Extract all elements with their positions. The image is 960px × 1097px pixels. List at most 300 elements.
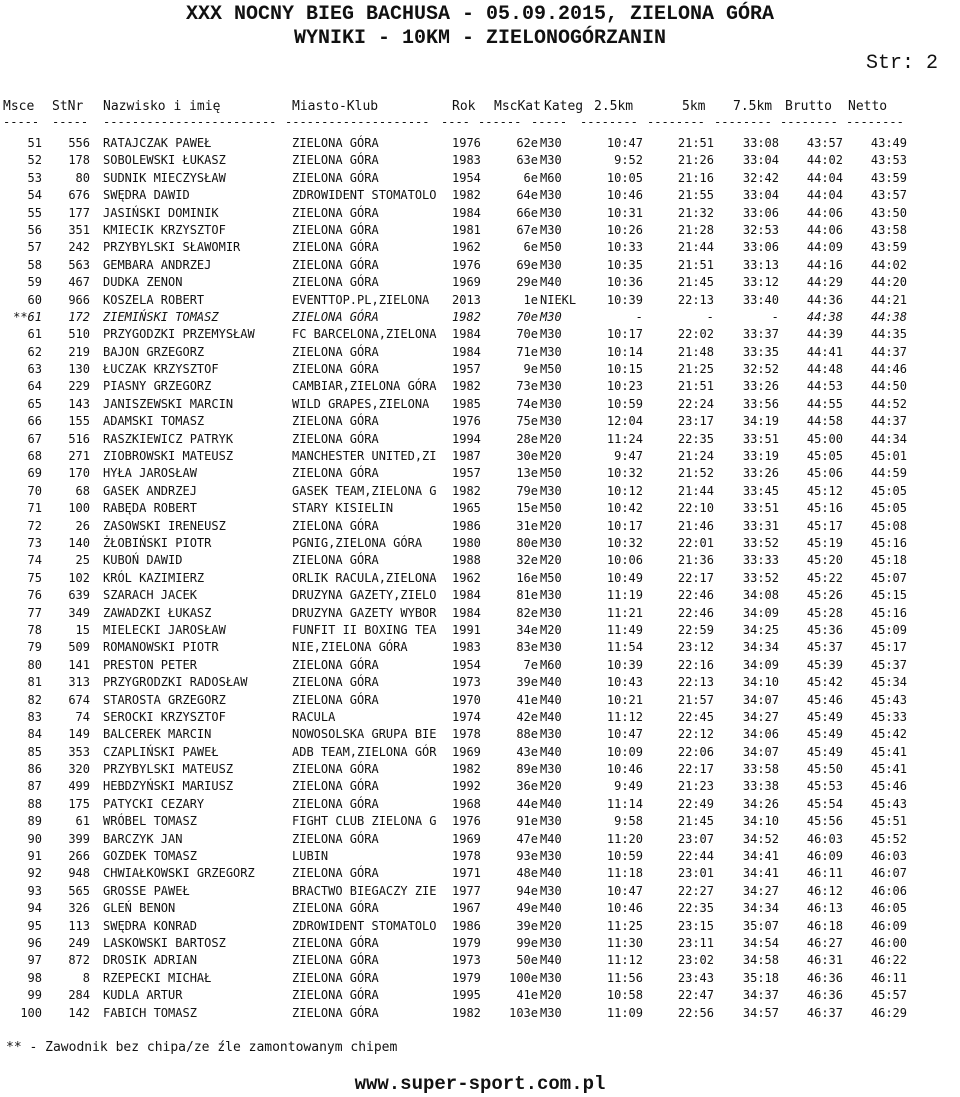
cell-split-7-5: 33:08 <box>742 136 779 150</box>
cell-name: PRZYBYLSKI MATEUSZ <box>103 762 234 777</box>
col-header-5km: 5km <box>682 99 706 114</box>
cell-netto: 45:05 <box>870 483 907 498</box>
cell-place: 58 <box>27 257 42 272</box>
cell-start-no: 326 <box>68 901 90 916</box>
cell-split-2-5: 10:32 <box>606 535 643 550</box>
cell-split-7-5: 33:04 <box>742 188 779 203</box>
cell-split-7-5: 33:26 <box>742 466 779 481</box>
cell-brutto: 45:53 <box>806 779 843 794</box>
table-row <box>0 483 960 500</box>
cell-split-7-5: 32:52 <box>742 362 779 377</box>
cell-split-2-5: 11:12 <box>606 953 643 968</box>
cell-cat-place: 66e <box>516 205 538 220</box>
cell-brutto: 44:04 <box>806 188 843 203</box>
cell-name: BALCEREK MARCIN <box>103 727 212 742</box>
cell-category: M30 <box>540 727 562 742</box>
cell-year: 1976 <box>452 257 481 272</box>
cell-cat-place: 49e <box>516 901 538 916</box>
cell-place: 67 <box>27 431 42 446</box>
cell-split-7-5: 34:07 <box>742 744 779 759</box>
cell-year: 1995 <box>452 988 481 1003</box>
cell-club: ZIELONA GÓRA <box>292 205 379 220</box>
cell-category: M50 <box>540 362 562 377</box>
cell-netto: 44:34 <box>870 431 907 446</box>
header-rule: ----- <box>531 115 568 129</box>
cell-split-2-5: 10:23 <box>606 379 643 394</box>
cell-place: 79 <box>27 640 42 655</box>
cell-year: 1982 <box>452 1005 481 1020</box>
table-row <box>0 918 960 935</box>
cell-start-no: 26 <box>75 518 90 533</box>
cell-split-7-5: 33:38 <box>742 779 779 794</box>
cell-split-5: 23:17 <box>677 414 714 429</box>
cell-start-no: 143 <box>68 396 90 411</box>
cell-split-5: 21:51 <box>677 257 714 272</box>
cell-split-7-5: 34:10 <box>742 675 779 690</box>
cell-netto: 45:07 <box>870 570 907 585</box>
table-row <box>0 274 960 291</box>
cell-name: GROSSE PAWEŁ <box>103 883 190 898</box>
cell-club: ZIELONA GÓRA <box>292 796 379 811</box>
cell-name: DUDKA ZENON <box>103 275 183 290</box>
col-header-2-5km: 2.5km <box>594 99 634 114</box>
table-row <box>0 570 960 587</box>
cell-netto: 44:37 <box>870 344 907 359</box>
cell-club: ZIELONA GÓRA <box>292 970 379 985</box>
cell-brutto: 44:48 <box>806 362 843 377</box>
cell-start-no: 349 <box>68 605 90 620</box>
cell-split-7-5: 34:34 <box>742 640 779 655</box>
cell-split-5: 23:11 <box>677 935 714 950</box>
cell-name: ZASOWSKI IRENEUSZ <box>103 518 226 533</box>
cell-brutto: 46:12 <box>806 883 843 898</box>
cell-split-2-5: - <box>635 309 643 324</box>
cell-split-7-5: 34:52 <box>742 831 779 846</box>
cell-brutto: 45:19 <box>806 535 843 550</box>
cell-club: ZDROWIDENT STOMATOLO <box>292 188 437 203</box>
cell-cat-place: 28e <box>516 431 538 446</box>
cell-cat-place: 89e <box>516 762 538 777</box>
cell-start-no: 142 <box>68 1005 90 1020</box>
cell-split-2-5: 10:06 <box>606 553 643 568</box>
cell-year: 1983 <box>452 640 481 655</box>
cell-start-no: 8 <box>82 970 90 985</box>
cell-cat-place: 75e <box>516 414 538 429</box>
table-row <box>0 692 960 709</box>
cell-year: 1988 <box>452 553 481 568</box>
results-subtitle: WYNIKI - 10KM - ZIELONOGÓRZANIN <box>293 27 667 50</box>
cell-start-no: 565 <box>68 883 90 898</box>
cell-cat-place: 100e <box>509 970 538 985</box>
table-row <box>0 431 960 448</box>
cell-category: M40 <box>540 709 562 724</box>
cell-name: PRZYGRODZKI RADOSŁAW <box>103 675 248 690</box>
table-row <box>0 709 960 726</box>
cell-club: LUBIN <box>292 849 329 864</box>
cell-cat-place: 88e <box>516 727 538 742</box>
cell-cat-place: 50e <box>516 953 538 968</box>
cell-start-no: 175 <box>68 796 90 811</box>
cell-name: JASIŃSKI DOMINIK <box>103 205 219 220</box>
cell-category: M40 <box>540 692 562 707</box>
cell-start-no: 320 <box>68 762 90 777</box>
cell-category: M30 <box>540 257 562 272</box>
cell-year: 1984 <box>452 205 481 220</box>
cell-club: ZIELONA GÓRA <box>292 275 379 290</box>
cell-club: ZIELONA GÓRA <box>292 988 379 1003</box>
col-header-netto: Netto <box>848 99 888 114</box>
cell-split-2-5: 9:49 <box>614 779 643 794</box>
table-row <box>0 813 960 830</box>
cell-cat-place: 93e <box>516 849 538 864</box>
cell-start-no: 100 <box>68 501 90 516</box>
cell-place: 100 <box>20 1005 42 1020</box>
cell-split-2-5: 10:39 <box>606 292 643 307</box>
col-header-brutto: Brutto <box>785 99 832 114</box>
cell-split-7-5: 33:06 <box>742 240 779 255</box>
cell-category: M20 <box>540 622 562 637</box>
cell-club: ZIELONA GÓRA <box>292 136 379 150</box>
cell-split-2-5: 10:49 <box>606 570 643 585</box>
cell-start-no: 499 <box>68 779 90 794</box>
col-header-name: Nazwisko i imię <box>103 99 221 114</box>
cell-year: 1982 <box>452 379 481 394</box>
cell-split-7-5: 34:41 <box>742 849 779 864</box>
cell-start-no: 639 <box>68 588 90 603</box>
cell-brutto: 45:22 <box>806 570 843 585</box>
cell-netto: 46:09 <box>870 918 907 933</box>
cell-year: 1957 <box>452 466 481 481</box>
cell-split-7-5: 33:33 <box>742 553 779 568</box>
cell-brutto: 44:39 <box>806 327 843 342</box>
cell-split-5: 21:23 <box>677 779 714 794</box>
col-header-club: Miasto-Klub <box>292 99 379 114</box>
cell-cat-place: 30e <box>516 449 538 464</box>
cell-start-no: 516 <box>68 431 90 446</box>
cell-netto: 43:59 <box>870 170 907 185</box>
cell-netto: 46:00 <box>870 935 907 950</box>
table-row <box>0 970 960 987</box>
cell-start-no: 509 <box>68 640 90 655</box>
cell-name: ZIOBROWSKI MATEUSZ <box>103 449 234 464</box>
cell-name: JANISZEWSKI MARCIN <box>103 396 234 411</box>
cell-netto: 46:07 <box>870 866 907 881</box>
cell-place: 68 <box>27 449 42 464</box>
cell-year: 1971 <box>452 866 481 881</box>
header-rule: -------- <box>647 115 705 129</box>
results-title: XXX NOCNY BIEG BACHUSA - 05.09.2015, ZIELONA GÓRA <box>185 3 775 26</box>
cell-cat-place: 94e <box>516 883 538 898</box>
cell-split-5: 21:32 <box>677 205 714 220</box>
cell-year: 1985 <box>452 396 481 411</box>
cell-split-7-5: 33:35 <box>742 344 779 359</box>
cell-year: 1986 <box>452 518 481 533</box>
cell-cat-place: 81e <box>516 588 538 603</box>
cell-start-no: 141 <box>68 657 90 672</box>
cell-place: 65 <box>27 396 42 411</box>
cell-split-2-5: 10:59 <box>606 849 643 864</box>
cell-cat-place: 69e <box>516 257 538 272</box>
cell-place: 97 <box>27 953 42 968</box>
cell-name: SOBOLEWSKI ŁUKASZ <box>103 153 226 168</box>
cell-place: 69 <box>27 466 42 481</box>
cell-split-7-5: 35:07 <box>742 918 779 933</box>
cell-year: 1982 <box>452 188 481 203</box>
cell-club: MANCHESTER UNITED,ZI <box>292 449 437 464</box>
cell-split-7-5: 34:26 <box>742 796 779 811</box>
cell-split-7-5: 33:26 <box>742 379 779 394</box>
cell-split-5: 22:17 <box>677 762 714 777</box>
table-row <box>0 518 960 535</box>
cell-start-no: 74 <box>75 709 90 724</box>
cell-place: 87 <box>27 779 42 794</box>
cell-brutto: 44:38 <box>806 309 843 324</box>
cell-split-2-5: 11:21 <box>606 605 643 620</box>
table-row <box>0 535 960 552</box>
cell-year: 1982 <box>452 762 481 777</box>
cell-netto: 45:52 <box>870 831 907 846</box>
cell-split-5: 21:24 <box>677 449 714 464</box>
col-header-mce: Msce <box>3 99 35 114</box>
cell-cat-place: 83e <box>516 640 538 655</box>
cell-start-no: 102 <box>68 570 90 585</box>
header-rule: -------- <box>580 115 638 129</box>
cell-split-7-5: 34:57 <box>742 1005 779 1020</box>
cell-brutto: 46:27 <box>806 935 843 950</box>
cell-netto: 43:50 <box>870 205 907 220</box>
cell-split-5: 23:12 <box>677 640 714 655</box>
cell-split-2-5: 11:18 <box>606 866 643 881</box>
cell-brutto: 45:37 <box>806 640 843 655</box>
cell-category: M30 <box>540 535 562 550</box>
cell-brutto: 45:28 <box>806 605 843 620</box>
table-row <box>0 639 960 656</box>
cell-year: 1957 <box>452 362 481 377</box>
cell-name: GASEK ANDRZEJ <box>103 483 197 498</box>
cell-club: FIGHT CLUB ZIELONA G <box>292 814 437 829</box>
cell-club: ZIELONA GÓRA <box>292 240 379 255</box>
cell-split-7-5: 33:45 <box>742 483 779 498</box>
cell-brutto: 46:36 <box>806 970 843 985</box>
cell-name: KUDLA ARTUR <box>103 988 183 1003</box>
cell-netto: 44:21 <box>870 292 907 307</box>
cell-cat-place: 74e <box>516 396 538 411</box>
cell-netto: 44:38 <box>870 309 907 324</box>
cell-club: ZDROWIDENT STOMATOLO <box>292 918 437 933</box>
cell-year: 1984 <box>452 344 481 359</box>
cell-start-no: 149 <box>68 727 90 742</box>
cell-split-5: 22:24 <box>677 396 714 411</box>
cell-start-no: 249 <box>68 935 90 950</box>
cell-start-no: 155 <box>68 414 90 429</box>
cell-place: 80 <box>27 657 42 672</box>
table-row <box>0 552 960 569</box>
cell-start-no: 229 <box>68 379 90 394</box>
cell-split-5: 21:46 <box>677 518 714 533</box>
cell-brutto: 44:09 <box>806 240 843 255</box>
table-row <box>0 257 960 274</box>
cell-start-no: 266 <box>68 849 90 864</box>
cell-cat-place: 13e <box>516 466 538 481</box>
cell-start-no: 113 <box>68 918 90 933</box>
cell-category: M20 <box>540 988 562 1003</box>
cell-split-2-5: 11:30 <box>606 935 643 950</box>
cell-cat-place: 1e <box>523 292 538 307</box>
cell-club: ZIELONA GÓRA <box>292 692 379 707</box>
cell-category: M30 <box>540 396 562 411</box>
cell-netto: 45:18 <box>870 553 907 568</box>
cell-category: M20 <box>540 779 562 794</box>
cell-start-no: 80 <box>75 170 90 185</box>
cell-split-5: 22:59 <box>677 622 714 637</box>
cell-split-5: 23:15 <box>677 918 714 933</box>
table-row <box>0 1005 960 1022</box>
cell-category: M30 <box>540 136 562 150</box>
cell-split-2-5: 10:09 <box>606 744 643 759</box>
cell-category: M30 <box>540 605 562 620</box>
cell-place: **61 <box>13 309 42 324</box>
cell-cat-place: 73e <box>516 379 538 394</box>
cell-split-5: 22:01 <box>677 535 714 550</box>
cell-club: ZIELONA GÓRA <box>292 901 379 916</box>
cell-place: 62 <box>27 344 42 359</box>
cell-split-5: 22:16 <box>677 657 714 672</box>
cell-name: SEROCKI KRZYSZTOF <box>103 709 226 724</box>
cell-club: STARY KISIELIN <box>292 501 394 516</box>
cell-place: 77 <box>27 605 42 620</box>
cell-place: 88 <box>27 796 42 811</box>
cell-club: ZIELONA GÓRA <box>292 553 379 568</box>
cell-split-7-5: 32:53 <box>742 222 779 237</box>
cell-split-5: - <box>706 309 714 324</box>
cell-category: M30 <box>540 344 562 359</box>
cell-split-5: 23:02 <box>677 953 714 968</box>
cell-split-5: 22:46 <box>677 588 714 603</box>
cell-place: 98 <box>27 970 42 985</box>
cell-category: M50 <box>540 570 562 585</box>
cell-year: 2013 <box>452 292 481 307</box>
cell-year: 1976 <box>452 414 481 429</box>
cell-category: M30 <box>540 849 562 864</box>
cell-brutto: 45:49 <box>806 709 843 724</box>
cell-start-no: 219 <box>68 344 90 359</box>
cell-start-no: 170 <box>68 466 90 481</box>
cell-cat-place: 80e <box>516 535 538 550</box>
cell-split-5: 21:51 <box>677 379 714 394</box>
table-row <box>0 865 960 882</box>
cell-category: M30 <box>540 379 562 394</box>
cell-split-2-5: 11:25 <box>606 918 643 933</box>
cell-name: KRÓL KAZIMIERZ <box>103 570 205 585</box>
cell-place: 74 <box>27 553 42 568</box>
cell-split-5: 21:45 <box>677 275 714 290</box>
cell-brutto: 44:06 <box>806 222 843 237</box>
cell-start-no: 353 <box>68 744 90 759</box>
cell-name: KOSZELA ROBERT <box>103 292 205 307</box>
cell-name: GOZDEK TOMASZ <box>103 849 197 864</box>
cell-club: WILD GRAPES,ZIELONA <box>292 396 430 411</box>
cell-split-5: 22:12 <box>677 727 714 742</box>
cell-split-2-5: 10:35 <box>606 257 643 272</box>
cell-year: 1981 <box>452 222 481 237</box>
cell-place: 59 <box>27 275 42 290</box>
cell-club: ZIELONA GÓRA <box>292 953 379 968</box>
cell-split-7-5: 34:09 <box>742 657 779 672</box>
cell-club: DRUZYNA GAZETY WYBOR <box>292 605 437 620</box>
cell-split-2-5: 10:36 <box>606 275 643 290</box>
table-row <box>0 396 960 413</box>
cell-split-2-5: 11:09 <box>606 1005 643 1020</box>
cell-year: 1954 <box>452 657 481 672</box>
cell-place: 78 <box>27 622 42 637</box>
cell-netto: 45:33 <box>870 709 907 724</box>
cell-split-2-5: 9:47 <box>614 449 643 464</box>
cell-split-7-5: 35:18 <box>742 970 779 985</box>
cell-split-5: 22:47 <box>677 988 714 1003</box>
cell-cat-place: 29e <box>516 275 538 290</box>
cell-cat-place: 48e <box>516 866 538 881</box>
cell-name: RATAJCZAK PAWEŁ <box>103 136 212 150</box>
cell-split-7-5: 33:31 <box>742 518 779 533</box>
cell-club: ZIELONA GÓRA <box>292 170 379 185</box>
cell-start-no: 177 <box>68 205 90 220</box>
cell-place: 85 <box>27 744 42 759</box>
cell-place: 92 <box>27 866 42 881</box>
cell-split-7-5: 33:04 <box>742 153 779 168</box>
cell-netto: 44:35 <box>870 327 907 342</box>
cell-brutto: 46:37 <box>806 1005 843 1020</box>
cell-cat-place: 67e <box>516 222 538 237</box>
cell-place: 99 <box>27 988 42 1003</box>
cell-start-no: 399 <box>68 831 90 846</box>
cell-category: M30 <box>540 1005 562 1020</box>
header-rule: ------------------------ <box>103 115 277 129</box>
cell-year: 1976 <box>452 814 481 829</box>
cell-category: M20 <box>540 518 562 533</box>
cell-category: M30 <box>540 205 562 220</box>
cell-split-2-5: 10:42 <box>606 501 643 516</box>
cell-cat-place: 82e <box>516 605 538 620</box>
cell-club: ZIELONA GÓRA <box>292 657 379 672</box>
cell-name: GEMBARA ANDRZEJ <box>103 257 212 272</box>
cell-split-7-5: 32:42 <box>742 170 779 185</box>
cell-cat-place: 43e <box>516 744 538 759</box>
cell-netto: 45:05 <box>870 501 907 516</box>
cell-netto: 44:59 <box>870 466 907 481</box>
cell-club: ZIELONA GÓRA <box>292 362 379 377</box>
cell-year: 1977 <box>452 883 481 898</box>
cell-year: 1954 <box>452 170 481 185</box>
cell-split-7-5: 33:37 <box>742 327 779 342</box>
cell-brutto: 46:18 <box>806 918 843 933</box>
cell-name: ŁUCZAK KRZYSZTOF <box>103 362 219 377</box>
cell-start-no: 284 <box>68 988 90 1003</box>
cell-start-no: 140 <box>68 535 90 550</box>
cell-split-7-5: 33:56 <box>742 396 779 411</box>
cell-category: M60 <box>540 170 562 185</box>
cell-year: 1962 <box>452 570 481 585</box>
footnote: ** - Zawodnik bez chipa/ze źle zamontowanym chipem <box>6 1040 398 1055</box>
cell-start-no: 172 <box>68 309 90 324</box>
cell-split-2-5: 10:32 <box>606 466 643 481</box>
table-row <box>0 622 960 639</box>
cell-place: 76 <box>27 588 42 603</box>
cell-netto: 45:51 <box>870 814 907 829</box>
cell-split-2-5: 10:46 <box>606 188 643 203</box>
cell-category: M20 <box>540 431 562 446</box>
cell-split-5: 21:44 <box>677 240 714 255</box>
cell-start-no: 676 <box>68 188 90 203</box>
